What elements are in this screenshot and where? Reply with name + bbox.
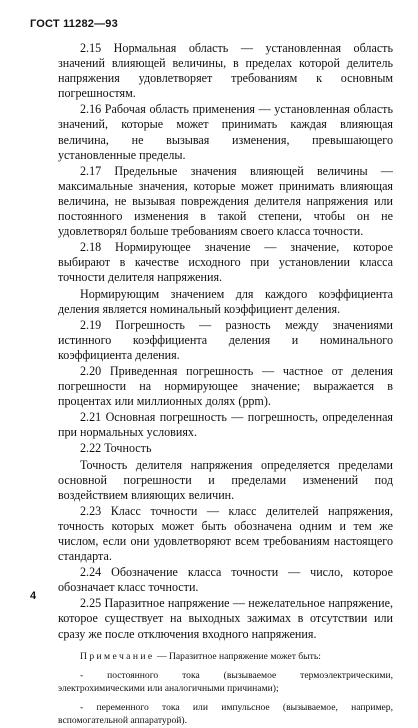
note-label: Примечание [80, 650, 155, 662]
note-text: — Паразитное напряжение может быть: [156, 650, 321, 662]
note-item-ac: - переменного тока или импульсное (вызываемое, например, вспомогательной аппаратурой). [58, 702, 393, 727]
paragraph-2-21: 2.21 Основная погрешность — погрешность, определенная при нормальных условиях. [58, 410, 393, 440]
note-item-dc: - постоянного тока (вызываемое термоэлектрическими, электрохимическими или аналогичными причинами); [58, 669, 393, 695]
page-number: 4 [30, 590, 37, 602]
paragraph-2-23: 2.23 Класс точности — класс делителей напряжения, точность которых может быть обозначена одним и тем же числом, если они удовлетворяют всем требованиям настоящего стандарта. [58, 503, 393, 564]
paragraph-2-16: 2.16 Рабочая область применения — установленная область значений, которые может принимать каждая влияющая величина, не вызывая изменения, превышающего установленные пределы. [58, 102, 393, 162]
paragraph-normalizing-value: Нормирующим значением для каждого коэффициента деления является номинальный коэффициент деления. [58, 286, 393, 316]
paragraph-2-20: 2.20 Приведенная погрешность — частное от деления погрешности на нормирующее значение; выражается в процентах или миллионных долях (ppm). [58, 363, 393, 409]
paragraph-2-19: 2.19 Погрешность — разность между значениями истинного коэффициента деления и номинального коэффициента деления. [58, 317, 393, 362]
paragraph-2-18: 2.18 Нормирующее значение — значение, которое выбирают в качестве исходного при установлении класса точности делителя напряжения. [58, 240, 393, 285]
paragraph-accuracy: Точность делителя напряжения определяется пределами основной погрешности и пределами изменений под воздействием влияющих величин. [58, 457, 393, 502]
paragraph-2-24: 2.24 Обозначение класса точности — число, которое обозначает класс точности. [58, 565, 393, 595]
paragraph-2-15: 2.15 Нормальная область — установленная область значений влияющей величины, в пределах которой делитель напряжения удовлетворяет требованиям к основным погрешностям. [58, 41, 393, 101]
standard-header: ГОСТ 11282—93 [30, 18, 118, 30]
paragraph-2-17: 2.17 Предельные значения влияющей величины — максимальные значения, которые может принимать влияющая величина, не вызывая повреждения делителя напряжения или постоянного изменения в такой степени, чтобы он не удовлетворял больше требованиям своего класса точности. [58, 163, 393, 239]
note-block [58, 650, 393, 728]
note-heading [58, 650, 393, 663]
paragraph-2-22: 2.22 Точность [80, 441, 152, 456]
paragraph-2-25: 2.25 Паразитное напряжение — нежелательное напряжение, которое существует на выходных зажимах в отсутствии или сразу же после отключения входного напряжения. [58, 596, 393, 641]
